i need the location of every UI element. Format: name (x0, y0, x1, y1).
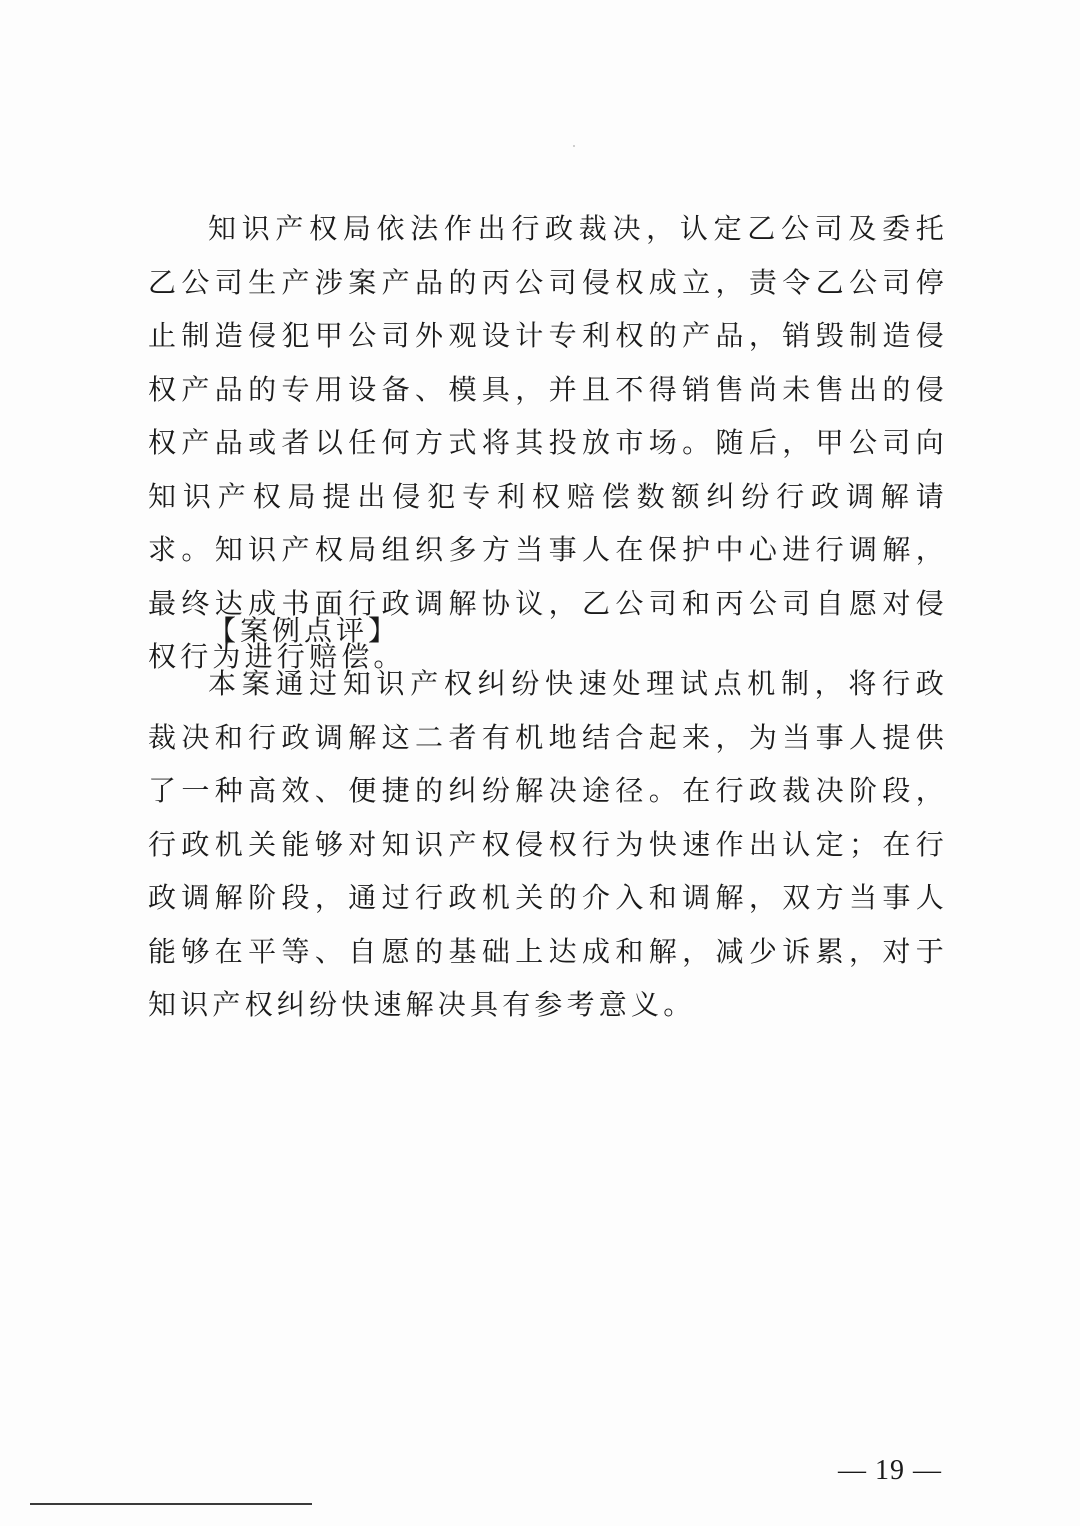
paragraph-case-comment: 本案通过知识产权纠纷快速处理试点机制，将行政裁决和行政调解这二者有机地结合起来，为当事人提供了一种高效、便捷的纠纷解决途径。在行政裁决阶段，行政机关能够对知识产权侵权行为快速作出认定；在行政调解阶段，通过行政机关的介入和调解，双方当事人能够在平等、自愿的基础上达成和解，减少诉累，对于知识产权纠纷快速解决具有参考意义。 (148, 667, 948, 1021)
section-heading-case-comment: 【案例点评】 (208, 614, 401, 647)
section-heading-block (148, 604, 948, 658)
page-number: — 19 — (838, 1455, 942, 1486)
footer-divider (30, 1503, 312, 1505)
scan-mark (573, 145, 575, 147)
body-text-block-2 (148, 657, 948, 1032)
paragraph-administrative-ruling: 知识产权局依法作出行政裁决，认定乙公司及委托乙公司生产涉案产品的丙公司侵权成立，责令乙公司停止制造侵犯甲公司外观设计专利权的产品，销毁制造侵权产品的专用设备、模具，并且不得销售尚未售出的侵权产品或者以任何方式将其投放市场。随后，甲公司向知识产权局提出侵犯专利权赔偿数额纠纷行政调解请求。知识产权局组织多方当事人在保护中心进行调解，最终达成书面行政调解协议，乙公司和丙公司自愿对侵权行为进行赔偿。 (148, 212, 948, 673)
